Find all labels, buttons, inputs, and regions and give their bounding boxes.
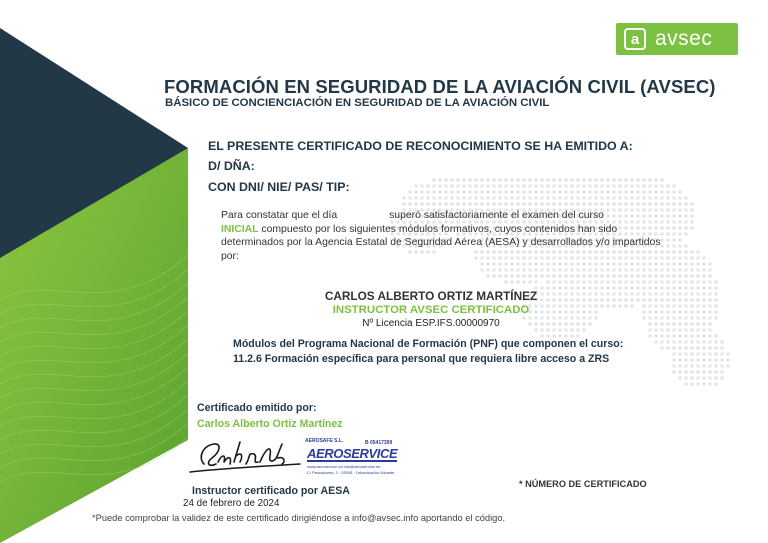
licence-number: Nº Licencia ESP.IFS.00000970	[362, 318, 500, 329]
body-line1-end: superó satisfactoriamente el examen del curso	[389, 210, 604, 221]
instructor-name: CARLOS ALBERTO ORTIZ MARTÍNEZ	[324, 289, 538, 303]
modules-heading: Módulos del Programa Nacional de Formación (PNF) que componen el curso:	[233, 338, 624, 350]
company-stamp	[305, 438, 405, 480]
stamp-contact: www.aeroservice.es info@aeroservice.es	[307, 464, 381, 469]
certificate-title: FORMACIÓN EN SEGURIDAD DE LA AVIACIÓN CIVIL (AVSEC)	[164, 76, 716, 97]
stamp-cif: B 05417399	[365, 440, 393, 446]
issued-by-name: Carlos Alberto Ortiz Martínez	[197, 418, 343, 430]
issue-date: 24 de febrero de 2024	[183, 498, 280, 509]
recipient-id-label: CON DNI/ NIE/ PAS/ TIP:	[208, 180, 350, 194]
validation-footer: *Puede comprobar la validez de este certificado dirigiéndose a info@avsec.info aportando el código.	[92, 513, 506, 523]
logo-text: avsec	[655, 27, 713, 50]
stamp-brand: AEROSERVICE	[307, 446, 398, 461]
recipient-name-label: D/ DÑA:	[208, 159, 255, 173]
stamp-company: AEROSAFE S.L.	[305, 438, 344, 444]
body-line1-start: Para constatar que el día	[221, 210, 338, 221]
certificate-body-text	[221, 209, 681, 263]
certificate-number-label: * NÚMERO DE CERTIFICADO	[519, 479, 647, 489]
aesa-certified-label: Instructor certificado por AESA	[192, 485, 350, 497]
module-item: 11.2.6 Formación específica para personal que requiera libre acceso a ZRS	[233, 353, 610, 365]
instructor-role: INSTRUCTOR AVSEC CERTIFICADO	[332, 304, 530, 316]
body-line2: compuesto por los siguientes módulos formativos, cuyos contenidos han sido determinados por la Agencia Estatal de Seguridad Aérea (AESA) y desarrollados y/o impartidos por:	[221, 223, 661, 262]
issued-to-heading: EL PRESENTE CERTIFICADO DE RECONOCIMIENTO SE HA EMITIDO A:	[208, 139, 633, 153]
course-level: INICIAL	[221, 223, 259, 235]
stamp-address: C/ Pescadores, 3 · 03005 · Urbanización Alicante	[307, 470, 395, 475]
issued-by-label: Certificado emitido por:	[197, 402, 317, 414]
handwritten-signature	[188, 434, 302, 478]
certificate-subtitle: BÁSICO DE CONCIENCIACIÓN EN SEGURIDAD DE LA AVIACIÓN CIVIL	[165, 97, 550, 109]
avsec-logo	[616, 23, 738, 55]
avsec-logo-icon: a	[624, 28, 646, 50]
